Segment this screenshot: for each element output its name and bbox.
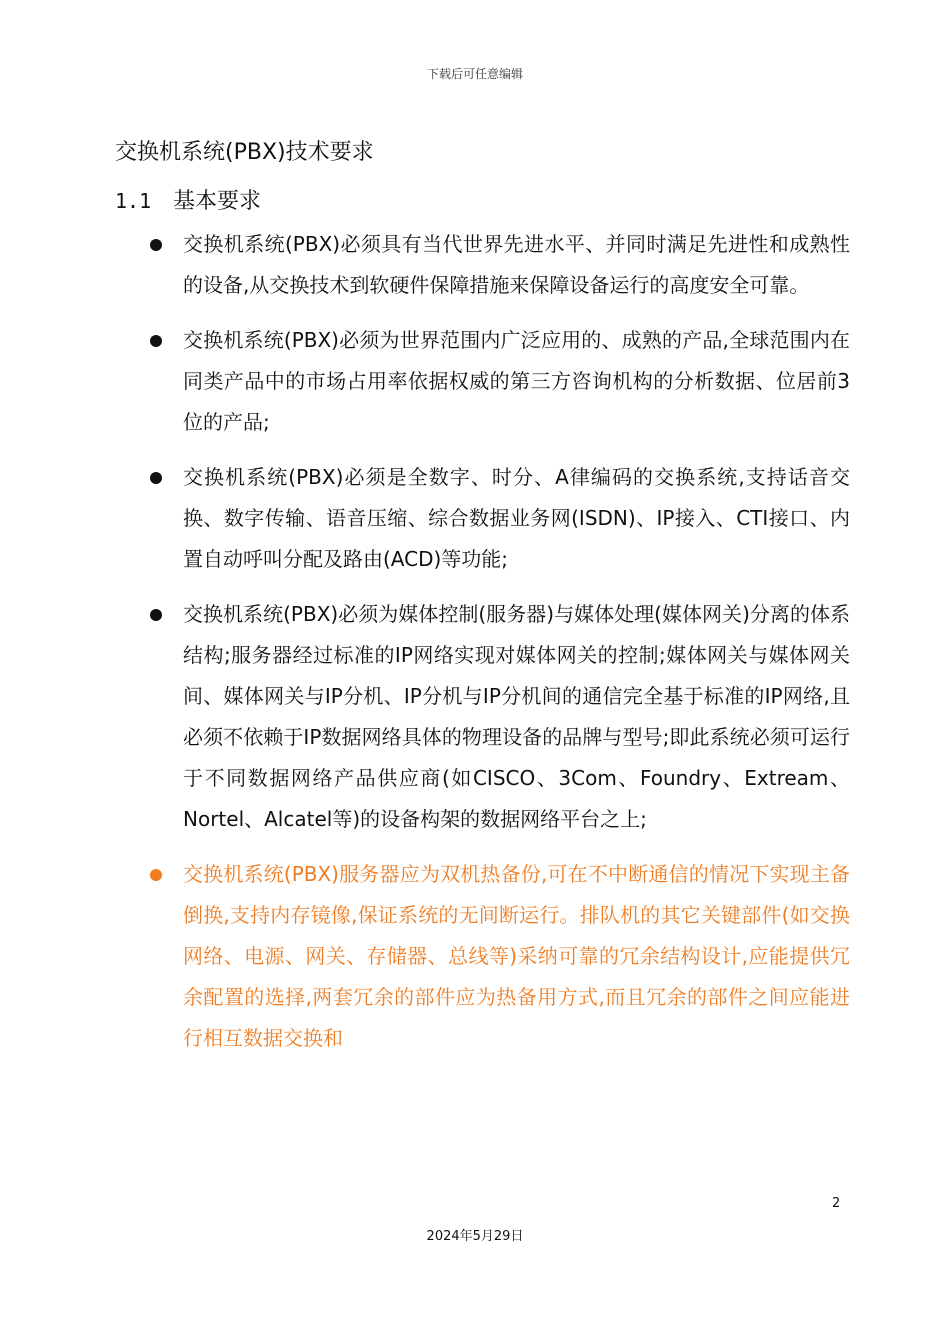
list-item	[145, 320, 850, 443]
list-item-text: 交换机系统(PBX)必须为媒体控制(服务器)与媒体处理(媒体网关)分离的体系结构;服务器经过标准的IP网络实现对媒体网关的控制;媒体网关与媒体网关间、媒体网关与IP分机、IP分机与IP分机间的通信完全基于标准的IP网络,且必须不依赖于IP数据网络具体的物理设备的品牌与型号;即此系统必须可运行于不同数据网络产品供应商(如CISCO、3Com、Foundry、Extream、Nortel、Alcatel等)的设备构架的数据网络平台之上;	[183, 602, 850, 831]
section-title: 基本要求	[173, 189, 262, 214]
bullet-icon	[150, 472, 162, 484]
list-item-text: 交换机系统(PBX)服务器应为双机热备份,可在不中断通信的情况下实现主备倒换,支持内存镜像,保证系统的无间断运行。排队机的其它关键部件(如交换网络、电源、网关、存储器、总线等)采纳可靠的冗余结构设计,应能提供冗余配置的选择,两套冗余的部件应为热备用方式,而且冗余的部件之间应能进行相互数据交换和	[183, 862, 850, 1050]
list-item	[145, 594, 850, 840]
page-header: 下载后可任意编辑	[426, 67, 523, 81]
requirements-list	[145, 224, 850, 1073]
list-item-highlighted	[145, 854, 850, 1059]
list-item	[145, 457, 850, 580]
bullet-icon	[150, 609, 162, 621]
section-heading	[115, 184, 261, 219]
list-item	[145, 224, 850, 306]
list-item-text: 交换机系统(PBX)必须是全数字、时分、A律编码的交换系统,支持话音交换、数字传输、语音压缩、综合数据业务网(ISDN)、IP接入、CTI接口、内置自动呼叫分配及路由(ACD)等功能;	[183, 465, 850, 571]
page-number: 2	[832, 1196, 841, 1211]
list-item-text: 交换机系统(PBX)必须具有当代世界先进水平、并同时满足先进性和成熟性的设备,从交换技术到软硬件保障措施来保障设备运行的高度安全可靠。	[183, 232, 850, 297]
section-number: 1.1	[115, 189, 152, 213]
page-date: 2024年5月29日	[426, 1229, 524, 1244]
bullet-icon	[150, 335, 162, 347]
document-title: 交换机系统(PBX)技术要求	[115, 140, 374, 165]
bullet-icon	[150, 239, 162, 251]
bullet-icon	[150, 869, 162, 881]
list-item-text: 交换机系统(PBX)必须为世界范围内广泛应用的、成熟的产品,全球范围内在同类产品中的市场占用率依据权威的第三方咨询机构的分析数据、位居前3位的产品;	[183, 328, 850, 434]
